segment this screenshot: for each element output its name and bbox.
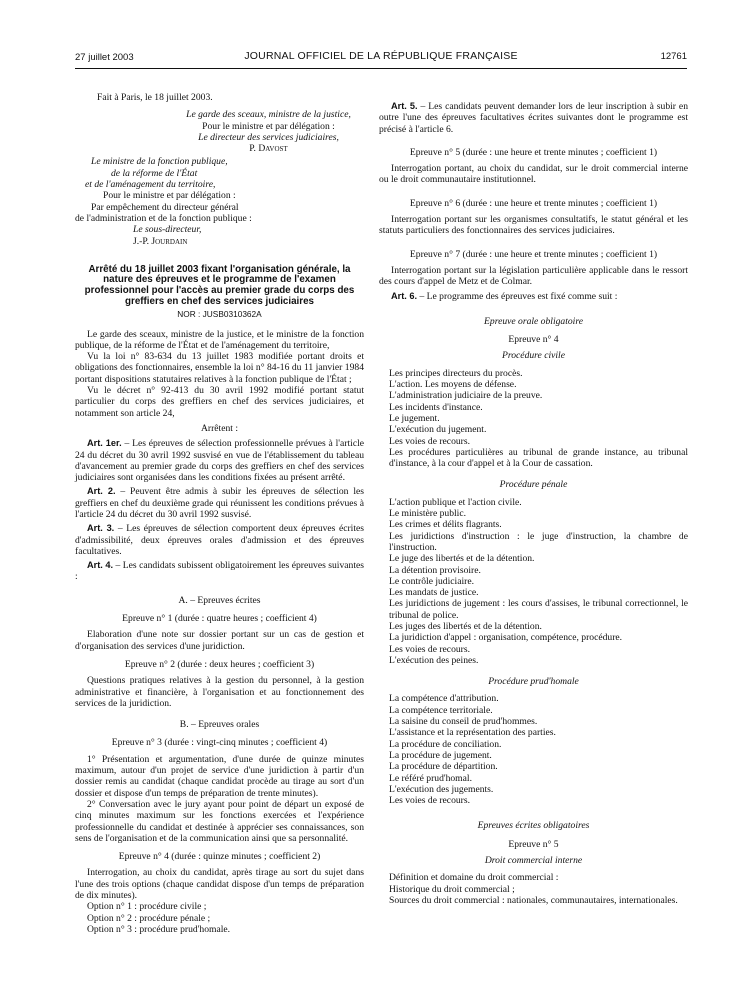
left-column (75, 92, 364, 935)
header-date: 27 juillet 2003 (75, 52, 134, 63)
article-text: – Les épreuves de sélection comportent deux épreuves écrites d'admissibilité, deux épreuves orales d'admission et des épreuves facultatives. (75, 523, 364, 557)
epreuve-text: Questions pratiques relatives à la gestion du personnel, à la gestion administrative et financière, à l'organisation et au fonctionnement des services de la juridiction. (75, 675, 364, 709)
procedure-prudhomale-list (379, 693, 688, 806)
list-item: La procédure de conciliation. (389, 738, 502, 750)
epreuve-number: Epreuve n° 4 (508, 334, 559, 346)
list-item: La compétence d'attribution. (389, 693, 499, 705)
article-heading: Art. 6. (391, 290, 418, 301)
written-heading: Epreuves écrites obligatoires (477, 820, 590, 832)
preamble-paragraph: Le garde des sceaux, ministre de la justice, et le ministre de la fonction publique, de la réforme de l'État et de l'aménagement du territoire, (75, 328, 364, 351)
sig-line: Le directeur des services judiciaires, (198, 131, 339, 143)
list-item: Les incidents d'instance. (389, 401, 483, 413)
page-header (75, 50, 687, 66)
list-item: La juridiction d'appel : organisation, compétence, procédure. (389, 632, 623, 644)
signature-place: Fait à Paris, le 18 juillet 2003. (97, 92, 213, 103)
list-item: La procédure de départition. (389, 761, 498, 773)
list-item: Les juridictions d'instruction : le juge d'instruction, la chambre de l'instruction. (389, 530, 688, 553)
article-1 (75, 438, 364, 483)
list-item: Le juge des libertés et de la détention. (389, 553, 535, 565)
article-4 (75, 560, 364, 583)
epreuve-heading: Epreuve n° 2 (durée : deux heures ; coefficient 3) (124, 658, 315, 670)
list-item: Les juges des libertés et de la détention. (389, 620, 542, 632)
list-item: L'assistance et la représentation des parties. (389, 727, 556, 739)
list-item: Les crimes et délits flagrants. (389, 519, 502, 531)
sig-name: P. Davost (249, 143, 288, 155)
article-text: – Peuvent être admis à subir les épreuves de sélection les greffiers en chef du deuxième grade qui réunissent les conditions prévues à l'article 24 du décret du 30 avril 1992 susvisé. (75, 486, 365, 520)
epreuve-heading: Epreuve n° 3 (durée : vingt-cinq minutes ; coefficient 4) (111, 737, 328, 749)
list-item: Les principes directeurs du procès. (389, 367, 523, 379)
sig-line: Pour le ministre et par délégation : (103, 190, 236, 202)
epreuve-text: Interrogation portant sur les organismes consultatifs, le statut général et les statuts particuliers des fonctionnaires des services judiciaires. (379, 214, 688, 237)
header-title: JOURNAL OFFICIEL DE LA RÉPUBLIQUE FRANÇAISE (244, 50, 518, 62)
section-b-heading: B. – Epreuves orales (179, 719, 260, 731)
list-item: L'exécution des jugements. (389, 783, 494, 795)
list-item: Les voies de recours. (389, 643, 470, 655)
option-item: Option n° 1 : procédure civile ; (87, 901, 207, 913)
epreuve-text: Interrogation portant sur la législation particulière applicable dans le ressort des cours d'appel de Metz et de Colmar. (379, 264, 688, 288)
sig-line: et de l'aménagement du territoire, (85, 179, 216, 191)
sig-line: Le sous-directeur, (133, 224, 202, 236)
list-item: L'action publique et l'action civile. (389, 496, 522, 508)
signature-block-justice (75, 109, 364, 154)
article-2 (75, 486, 364, 520)
droit-commercial-list (379, 872, 688, 906)
list-item: La détention provisoire. (389, 564, 481, 576)
list-item: La compétence territoriale. (389, 704, 493, 716)
list-item: L'exécution du jugement. (389, 424, 487, 436)
header-rule (75, 68, 687, 69)
arrete-title: Arrêté du 18 juillet 2003 fixant l'organisation générale, la nature des épreuves et le programme de l'examen professionnel pour l'accès au premier grade du corps des greffiers en chef des services judiciaires (84, 263, 355, 307)
option-item: Option n° 3 : procédure prud'homale. (87, 923, 231, 935)
epreuve-heading: Epreuve n° 5 (durée : une heure et trente minutes ; coefficient 1) (409, 146, 658, 158)
epreuve-heading: Epreuve n° 1 (durée : quatre heures ; coefficient 4) (122, 613, 317, 625)
page-number: 12761 (660, 51, 687, 62)
epreuve-heading: Epreuve n° 6 (durée : une heure et trente minutes ; coefficient 1) (409, 197, 658, 209)
article-text: – Les épreuves de sélection professionnelle prévues à l'article 24 du décret du 30 avril 1992 susvisé en vue de l'établissement du tableau d'avancement au premier grade du corps des greffiers en chef des services judiciaires sont organisées dans les conditions fixées au présent arrêté. (75, 438, 364, 484)
epreuve-number: Epreuve n° 5 (508, 838, 559, 850)
arretent-line: Arrêtent : (200, 422, 239, 434)
list-item: Définition et domaine du droit commercial : (389, 872, 559, 884)
epreuve-heading: Epreuve n° 7 (durée : une heure et trente minutes ; coefficient 1) (409, 248, 658, 260)
article-3 (75, 523, 364, 557)
sig-line: Par empêchement du directeur général (91, 201, 239, 213)
article-heading: Art. 2. (87, 486, 116, 497)
procedure-penale-list (379, 497, 688, 666)
article-text: – Les candidats subissent obligatoirement les épreuves suivantes : (75, 560, 364, 583)
subsection-heading: Droit commercial interne (484, 855, 583, 867)
section-a-heading: A. – Epreuves écrites (178, 594, 261, 606)
article-text: – Les candidats peuvent demander lors de leur inscription à subir en outre l'une des épreuves facultatives écrites suivantes dont le programme est précisé à l'article 6. (379, 101, 688, 135)
article-heading: Art. 1er. (87, 438, 122, 449)
subsection-heading: Procédure civile (502, 350, 565, 362)
list-item: Les mandats de justice. (389, 587, 479, 599)
list-item: La procédure de jugement. (389, 749, 492, 761)
epreuve-text: 1° Présentation et argumentation, d'une durée de quinze minutes maximum, autour d'un projet de service d'une juridiction à partir d'un dossier remis au candidat (chaque candidat procède au tirage au sort d'un dossier et dispose d'un temps de préparation de trente minutes). (75, 753, 364, 799)
list-item: Les voies de recours. (389, 435, 470, 447)
list-item: Le référé prud'homal. (389, 772, 472, 784)
article-text: – Le programme des épreuves est fixé comme suit : (417, 290, 618, 302)
sig-line: Le ministre de la fonction publique, (91, 156, 228, 168)
list-item: Le ministère public. (389, 508, 466, 520)
article-6 (379, 291, 688, 302)
oral-heading: Epreuve orale obligatoire (484, 315, 583, 327)
right-column (379, 101, 688, 906)
epreuve-text: Elaboration d'une note sur dossier portant sur un cas de gestion et d'organisation des services d'une juridiction. (75, 629, 364, 652)
subsection-heading: Procédure pénale (499, 479, 568, 491)
sig-line: Le garde des sceaux, ministre de la justice, (186, 109, 351, 121)
procedure-civile-list (379, 368, 688, 470)
subsection-heading: Procédure prud'homale (488, 676, 579, 688)
article-heading: Art. 4. (87, 560, 114, 571)
list-item: Historique du droit commercial ; (389, 883, 515, 895)
article-heading: Art. 5. (391, 101, 418, 111)
sig-name: J.-P. Jourdain (133, 235, 188, 247)
list-item: L'action. Les moyens de défense. (389, 379, 517, 391)
preamble-paragraph: Vu la loi n° 83-634 du 13 juillet 1983 modifiée portant droits et obligations des fonctionnaires, ensemble la loi n° 84-16 du 11 janvier 1984 portant dispositions statutaires relatives à la fonction publique de l'État ; (75, 351, 364, 385)
list-item: Les juridictions de jugement : les cours d'assises, le tribunal correctionnel, le tribunal de police. (389, 598, 688, 621)
sig-line: de la réforme de l'État (111, 167, 198, 179)
list-item: L'exécution des peines. (389, 654, 479, 666)
preamble-paragraph: Vu le décret n° 92-413 du 30 avril 1992 modifié portant statut particulier du corps des greffiers en chef des services judiciaires, et notamment son article 24, (75, 385, 364, 419)
sig-line: de l'administration et de la fonction publique : (75, 212, 252, 224)
epreuve-text: 2° Conversation avec le jury ayant pour point de départ un exposé de cinq minutes maximum sur les fonctions exercées et l'expérience professionnelle du candidat et destinée à apprécier ses connaissances, son sens de l'organisation et de la communication ainsi que sa personnalité. (75, 798, 364, 844)
list-item: Les procédures particulières au tribunal de grande instance, au tribunal d'instance, à la cour d'appel et à la Cour de cassation. (389, 446, 688, 470)
preamble (75, 329, 364, 583)
list-item: Sources du droit commercial : nationales, communautaires, internationales. (389, 894, 678, 906)
list-item: La saisine du conseil de prud'hommes. (389, 716, 538, 728)
article-5 (379, 101, 688, 135)
signature-block-fonction-publique (75, 156, 364, 246)
list-item: Les voies de recours. (389, 795, 470, 807)
article-heading: Art. 3. (87, 523, 115, 534)
sig-line: Pour le ministre et par délégation : (202, 120, 335, 132)
epreuve-text: Interrogation portant, au choix du candidat, sur le droit commercial interne ou le droit communautaire institutionnel. (379, 163, 688, 186)
list-item: Le jugement. (389, 412, 440, 424)
epreuve-heading: Epreuve n° 4 (durée : quinze minutes ; coefficient 2) (118, 851, 321, 863)
epreuve-text: Interrogation, au choix du candidat, après tirage au sort du sujet dans l'une des trois options (chaque candidat dispose d'un temps de préparation de dix minutes). (75, 867, 364, 901)
option-item: Option n° 2 : procédure pénale ; (87, 912, 211, 924)
list-item: L'administration judiciaire de la preuve. (389, 390, 543, 402)
list-item: Le contrôle judiciaire. (389, 575, 474, 587)
nor-reference: NOR : JUSB0310362A (177, 309, 262, 320)
